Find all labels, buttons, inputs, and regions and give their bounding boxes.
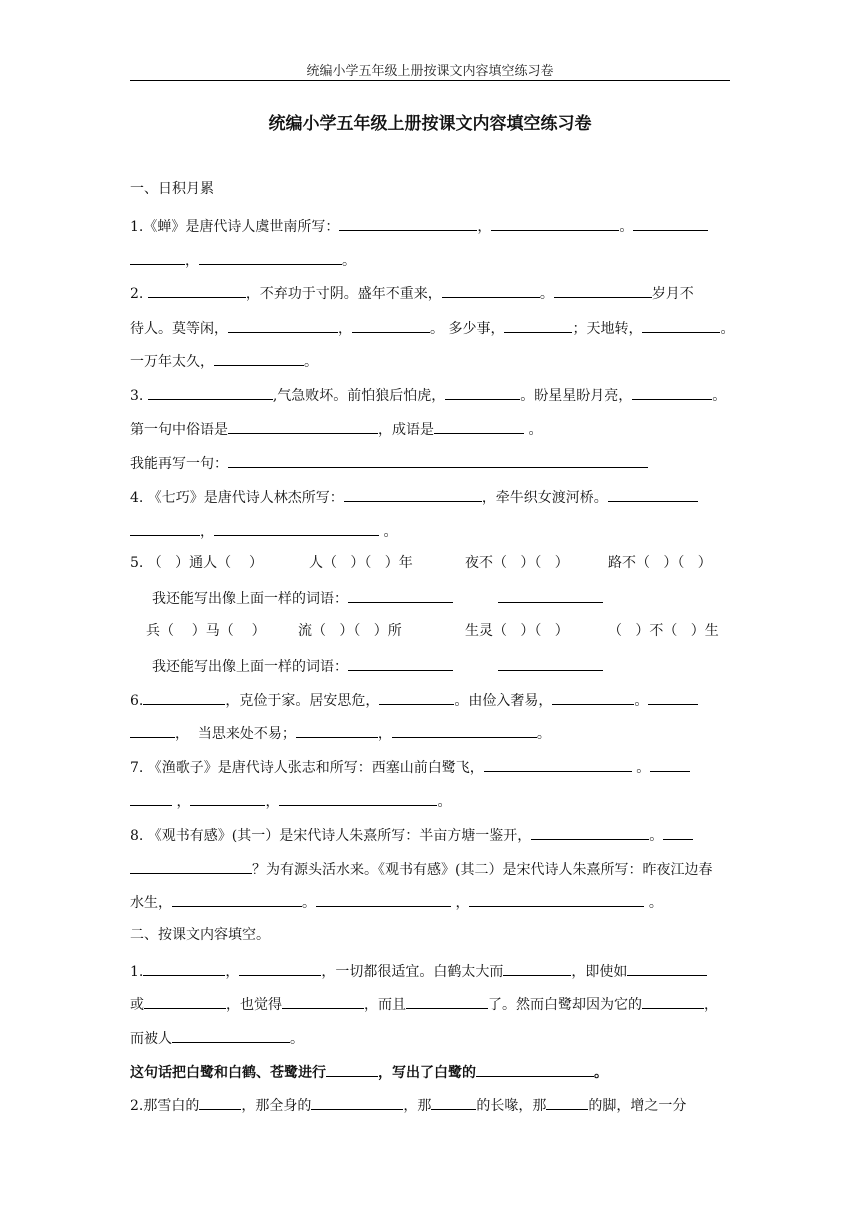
text: 我还能写出像上面一样的词语： xyxy=(152,659,348,675)
text: 。 xyxy=(712,388,727,404)
text: 2.那雪白的 xyxy=(130,1098,200,1114)
blank[interactable] xyxy=(316,891,451,907)
question-line xyxy=(130,790,451,812)
question-text: 夜不（ ）（ ） xyxy=(465,555,569,571)
text: ， xyxy=(172,794,191,810)
text: 第一句中俗语是 xyxy=(130,422,228,438)
text: 2. xyxy=(130,286,148,302)
text: 。 多少事， xyxy=(430,321,505,337)
text: 1.《蝉》是唐代诗人虞世南所写： xyxy=(130,219,340,235)
blank[interactable] xyxy=(279,790,437,806)
question-line xyxy=(130,384,726,406)
text: 的脚，增之一分 xyxy=(588,1098,687,1114)
text: 一万年太久， xyxy=(130,354,214,370)
question-line xyxy=(130,418,542,440)
text: 。 xyxy=(304,354,318,370)
blank[interactable] xyxy=(143,960,225,976)
blank[interactable] xyxy=(339,215,477,231)
text: ，一切都很适宜。白鹤太大而 xyxy=(321,964,504,980)
blank[interactable] xyxy=(642,993,704,1009)
blank[interactable] xyxy=(627,960,707,976)
text: ，克俭于家。居安思危， xyxy=(225,693,380,709)
text: 或 xyxy=(130,997,144,1013)
question-line xyxy=(130,960,707,982)
blank[interactable] xyxy=(130,790,172,806)
text: ， 当思来处不易； xyxy=(175,726,296,742)
text: ，成语是 xyxy=(378,422,434,438)
blank[interactable] xyxy=(554,282,652,298)
blank[interactable] xyxy=(143,689,225,705)
text: ， xyxy=(185,253,199,269)
question-line xyxy=(130,249,356,271)
text: 。 xyxy=(524,422,543,438)
blank[interactable] xyxy=(348,655,453,671)
question-line xyxy=(130,282,694,304)
blank[interactable] xyxy=(148,282,246,298)
question-line xyxy=(130,858,712,880)
blank[interactable] xyxy=(311,1094,403,1110)
blank[interactable] xyxy=(326,1061,378,1077)
text: 待人。莫等闲， xyxy=(130,321,228,337)
page-title: 统编小学五年级上册按课文内容填空练习卷 xyxy=(268,114,592,134)
blank[interactable] xyxy=(282,993,364,1009)
blank[interactable] xyxy=(469,891,644,907)
text: 。 xyxy=(649,828,664,844)
text: 。盼星星盼月亮， xyxy=(520,388,633,404)
blank[interactable] xyxy=(190,790,265,806)
question-text: （ ）不（ ）生 xyxy=(608,623,719,639)
text: 水生， xyxy=(130,895,172,911)
text: ， xyxy=(338,321,352,337)
blank[interactable] xyxy=(491,215,619,231)
text: 了。然而白鹭却因为它的 xyxy=(488,997,642,1013)
blank[interactable] xyxy=(199,249,342,265)
blank[interactable] xyxy=(434,418,524,434)
text: 。 xyxy=(720,321,735,337)
blank[interactable] xyxy=(296,722,378,738)
question-line xyxy=(130,452,648,474)
blank[interactable] xyxy=(633,215,708,231)
text: 的长喙，那 xyxy=(476,1098,547,1114)
text: ，那全身的 xyxy=(241,1098,312,1114)
blank[interactable] xyxy=(484,756,632,772)
text: 。 xyxy=(634,693,649,709)
blank[interactable] xyxy=(228,317,338,333)
text: ， xyxy=(200,524,214,540)
text: 。 xyxy=(619,219,634,235)
blank[interactable] xyxy=(172,891,302,907)
question-line xyxy=(130,824,693,846)
blank[interactable] xyxy=(498,587,603,603)
text: ，写出了白鹭的 xyxy=(378,1065,476,1081)
blank[interactable] xyxy=(498,655,603,671)
blank[interactable] xyxy=(546,1094,588,1110)
question-line xyxy=(130,756,690,778)
blank[interactable] xyxy=(431,1094,476,1110)
blank[interactable] xyxy=(392,722,537,738)
text: ；天地转， xyxy=(572,321,643,337)
blank[interactable] xyxy=(476,1061,594,1077)
question-line xyxy=(130,993,718,1015)
blank[interactable] xyxy=(130,722,175,738)
text: 。 xyxy=(539,286,554,302)
text: 。 xyxy=(644,895,663,911)
blank[interactable] xyxy=(144,993,226,1009)
blank[interactable] xyxy=(642,317,720,333)
question-line xyxy=(130,891,663,913)
text: 7. 《渔歌子》是唐代诗人张志和所写：西塞山前白鹭飞， xyxy=(130,760,484,776)
text: ， xyxy=(477,219,492,235)
question-line xyxy=(130,215,708,237)
blank[interactable] xyxy=(130,249,185,265)
section-heading: 一、日积月累 xyxy=(130,181,214,197)
text: 我能再写一句： xyxy=(130,456,228,472)
question-text: 5. （ ）通人（ ） xyxy=(130,555,263,571)
text: 1. xyxy=(130,964,144,980)
text: 。 xyxy=(302,895,316,911)
question-line xyxy=(130,1094,686,1116)
blank[interactable] xyxy=(130,858,252,874)
blank[interactable] xyxy=(214,350,304,366)
blank[interactable] xyxy=(442,282,540,298)
text: 岁月不 xyxy=(651,286,694,302)
blank[interactable] xyxy=(228,418,378,434)
blank[interactable] xyxy=(379,689,454,705)
question-line xyxy=(130,317,734,339)
question-line xyxy=(130,722,551,744)
header-rule xyxy=(130,80,730,81)
blank[interactable] xyxy=(344,486,482,502)
blank[interactable] xyxy=(608,486,698,502)
blank[interactable] xyxy=(445,384,520,400)
blank[interactable] xyxy=(648,689,698,705)
text: 。 xyxy=(594,1065,608,1081)
blank[interactable] xyxy=(199,1094,241,1110)
blank[interactable] xyxy=(632,384,712,400)
text: 6. xyxy=(130,693,144,709)
text: ， xyxy=(265,794,280,810)
blank[interactable] xyxy=(172,1027,290,1043)
blank[interactable] xyxy=(352,317,430,333)
text: 3. xyxy=(130,388,148,404)
question-text: 流（ ）（ ）所 xyxy=(298,623,402,639)
blank[interactable] xyxy=(239,960,321,976)
blank[interactable] xyxy=(650,756,690,772)
text: ，那 xyxy=(403,1098,432,1114)
question-text: 生灵（ ）（ ） xyxy=(465,623,569,639)
question-text: 人（ ）（ ）年 xyxy=(309,555,413,571)
running-header: 统编小学五年级上册按课文内容填空练习卷 xyxy=(306,64,554,79)
question-line xyxy=(130,1061,608,1083)
text: 。由俭入奢易， xyxy=(454,693,553,709)
text: ，牵牛织女渡河桥。 xyxy=(481,490,608,506)
text: 而被人 xyxy=(130,1031,172,1047)
blank[interactable] xyxy=(406,993,488,1009)
text: ,气急败坏。前怕狼后怕虎， xyxy=(272,388,446,404)
text: ， xyxy=(451,895,470,911)
text: ，也觉得 xyxy=(226,997,282,1013)
text: ？为有源头活水来。《观书有感》(其二）是宋代诗人朱熹所写：昨夜江边春 xyxy=(252,862,713,878)
text: 这句话把白鹭和白鹤、苍鹭进行 xyxy=(130,1065,326,1081)
text: 。 xyxy=(536,726,551,742)
question-line xyxy=(130,1027,304,1049)
text: 8. 《观书有感》(其一）是宋代诗人朱熹所写：半亩方塘一鉴开， xyxy=(130,828,532,844)
question-line xyxy=(152,655,603,677)
section-heading: 二、按课文内容填空。 xyxy=(130,927,270,943)
text: ，而且 xyxy=(364,997,406,1013)
blank[interactable] xyxy=(552,689,634,705)
text: 4. 《七巧》是唐代诗人林杰所写： xyxy=(130,490,344,506)
text: 。 xyxy=(437,794,452,810)
question-line xyxy=(130,689,698,711)
blank[interactable] xyxy=(214,520,379,536)
blank[interactable] xyxy=(130,520,200,536)
text: ， xyxy=(377,726,392,742)
text: ， xyxy=(704,997,718,1013)
question-text: 兵（ ）马（ ） xyxy=(146,623,266,639)
text: ，即使如 xyxy=(571,964,628,980)
text: 。 xyxy=(342,253,356,269)
text: 我还能写出像上面一样的词语： xyxy=(152,591,348,607)
text: ，不弃功于寸阴。盛年不重来， xyxy=(245,286,442,302)
question-line xyxy=(130,520,397,542)
question-text: 路不（ ）（ ） xyxy=(608,555,712,571)
blank[interactable] xyxy=(503,960,571,976)
question-line xyxy=(152,587,603,609)
blank[interactable] xyxy=(504,317,572,333)
blank[interactable] xyxy=(531,824,649,840)
question-line xyxy=(130,486,698,508)
text: 。 xyxy=(379,524,398,540)
blank[interactable] xyxy=(228,452,648,468)
blank[interactable] xyxy=(663,824,693,840)
text: 。 xyxy=(290,1031,304,1047)
text: ， xyxy=(225,964,240,980)
question-line xyxy=(130,350,318,372)
text: 。 xyxy=(631,760,651,776)
blank[interactable] xyxy=(148,384,273,400)
blank[interactable] xyxy=(348,587,453,603)
